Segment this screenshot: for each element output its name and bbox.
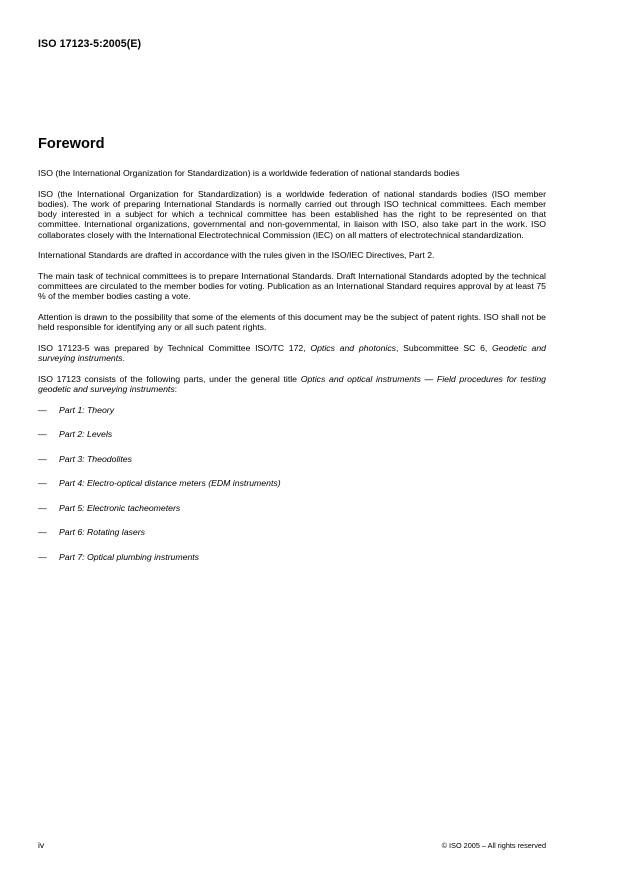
page-title: Foreword [38, 136, 105, 152]
list-dash: — [38, 478, 47, 489]
document-reference: ISO 17123-5:2005(E) [38, 38, 142, 50]
list-dash: — [38, 453, 47, 464]
subcommittee-title: Geodetic and surveying instruments [38, 342, 546, 364]
general-title: Optics and optical instruments — Field procedures for testing geodetic and surveying instruments [38, 373, 546, 395]
drafting-rules-paragraph: International Standards are drafted in accordance with the rules given in the ISO/IEC Directives, Part 2. [38, 250, 435, 261]
copyright-notice: © ISO 2005 – All rights reserved [441, 841, 546, 850]
list-item-label: Part 5: Electronic tacheometers [59, 502, 181, 513]
list-item-label: Part 3: Theodolites [59, 453, 132, 464]
list-dash: — [38, 429, 47, 440]
parts-intro-text-b: : [174, 384, 178, 395]
list-item [38, 503, 546, 513]
preparation-paragraph [38, 343, 546, 363]
list-item-label: Part 6: Rotating lasers [59, 527, 145, 538]
list-item-label: Part 7: Optical plumbing instruments [59, 551, 200, 562]
page-number: iv [38, 840, 45, 850]
list-item [38, 552, 546, 562]
iso-description-paragraph: ISO (the International Organization for Standardization) is a worldwide federation of national standards bodies (ISO member bodies). The work of preparing International Standards is normally carried out through ISO technical committees. Each member body interested in a subject for which a technical committee has been established has the right to be represented on that committee. International organizations, governmental and non-governmental, in liaison with ISO, also take part in the work. ISO collaborates closely with the International Electrotechnical Commission (IEC) on all matters of electrotechnical standardization. [38, 188, 546, 240]
intro-paragraph: ISO (the International Organization for Standardization) is a worldwide federation of national standards bodies [38, 168, 460, 178]
preparation-text-c: . [122, 353, 125, 364]
list-item [38, 527, 546, 537]
list-item [38, 405, 546, 415]
list-item [38, 478, 546, 488]
preparation-text-a: ISO 17123-5 was prepared by Technical Committee ISO/TC 172, [38, 342, 311, 353]
committee-task-paragraph: The main task of technical committees is to prepare International Standards. Draft International Standards adopted by the technical committees are circulated to the member bodies for voting. Publication as an International Standard requires approval by at least 75 % of the member bodies casting a vote. [38, 270, 546, 302]
preparation-text-b: , Subcommittee SC 6, [396, 342, 493, 353]
list-item [38, 429, 546, 439]
list-dash: — [38, 551, 47, 562]
list-item-label: Part 4: Electro-optical distance meters (EDM instruments) [59, 478, 281, 489]
patent-rights-paragraph: Attention is drawn to the possibility that some of the elements of this document may be the subject of patent rights. ISO shall not be held responsible for identifying any or all such patent rights. [38, 312, 546, 333]
list-item-label: Part 2: Levels [59, 429, 113, 440]
parts-intro-paragraph [38, 374, 546, 394]
parts-intro-text-a: ISO 17123 consists of the following parts, under the general title [38, 373, 301, 384]
foreword-body [38, 168, 546, 576]
list-item-label: Part 1: Theory [59, 404, 115, 415]
committee-title: Optics and photonics [310, 342, 397, 353]
parts-list [38, 405, 546, 562]
list-dash: — [38, 502, 47, 513]
list-dash: — [38, 527, 47, 538]
list-dash: — [38, 404, 47, 415]
list-item [38, 454, 546, 464]
